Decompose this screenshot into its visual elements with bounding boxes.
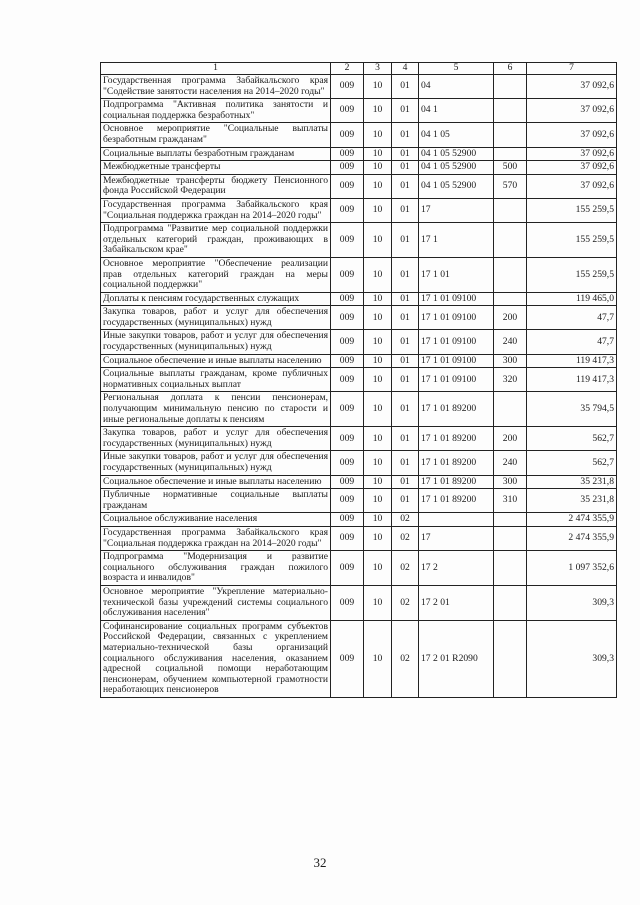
amount: 309,3 [527,585,617,620]
section-code: 10 [364,526,392,550]
expense-type-code: 500 [494,161,527,175]
section-code: 10 [364,620,392,697]
row-name: Основное мероприятие "Укрепление материально-технической базы учреждений системы социального обслуживания населения" [101,585,331,620]
header-cell: 4 [392,63,419,75]
section-code: 10 [364,368,392,392]
subsection-code: 01 [392,330,419,354]
subsection-code: 01 [392,392,419,427]
table-row [101,513,617,527]
section-code: 10 [364,174,392,198]
table-row [101,198,617,222]
expense-type-code: 310 [494,489,527,513]
table-row [101,551,617,586]
amount: 47,7 [527,306,617,330]
row-name: Публичные нормативные социальные выплаты гражданам [101,489,331,513]
amount: 35 231,8 [527,475,617,489]
amount: 155 259,5 [527,257,617,292]
table-row [101,223,617,258]
header-row [101,63,617,75]
expense-type-code [494,198,527,222]
section-code: 10 [364,123,392,147]
subsection-code: 01 [392,147,419,161]
target-article-code: 17 [419,198,494,222]
header-cell: 6 [494,63,527,75]
header-cell: 2 [331,63,364,75]
expense-type-code: 200 [494,306,527,330]
subsection-code: 01 [392,475,419,489]
target-article-code: 17 [419,526,494,550]
amount: 35 231,8 [527,489,617,513]
amount: 2 474 355,9 [527,526,617,550]
amount: 37 092,6 [527,161,617,175]
amount: 37 092,6 [527,75,617,99]
row-name: Государственная программа Забайкальского края "Социальная поддержка граждан на 2014–2020 годы" [101,198,331,222]
table-row [101,75,617,99]
expense-type-code [494,292,527,306]
amount: 119 465,0 [527,292,617,306]
expense-type-code: 320 [494,368,527,392]
ministry-code: 009 [331,513,364,527]
target-article-code: 04 1 05 [419,123,494,147]
section-code: 10 [364,99,392,123]
section-code: 10 [364,585,392,620]
section-code: 10 [364,198,392,222]
subsection-code: 01 [392,123,419,147]
table-row [101,489,617,513]
ministry-code: 009 [331,147,364,161]
header-cell: 7 [527,63,617,75]
subsection-code: 01 [392,292,419,306]
ministry-code: 009 [331,257,364,292]
expense-type-code [494,551,527,586]
section-code: 10 [364,475,392,489]
ministry-code: 009 [331,354,364,368]
row-name: Межбюджетные трансферты бюджету Пенсионного фонда Российской Федерации [101,174,331,198]
subsection-code: 01 [392,354,419,368]
target-article-code: 17 2 01 [419,585,494,620]
amount: 309,3 [527,620,617,697]
ministry-code: 009 [331,223,364,258]
budget-table [100,62,617,698]
expense-type-code [494,257,527,292]
amount: 37 092,6 [527,123,617,147]
target-article-code: 17 1 01 89200 [419,451,494,475]
row-name: Государственная программа Забайкальского края "Социальная поддержка граждан на 2014–2020 годы" [101,526,331,550]
table-row [101,475,617,489]
table-row [101,257,617,292]
ministry-code: 009 [331,392,364,427]
table-row [101,451,617,475]
expense-type-code [494,620,527,697]
expense-type-code: 300 [494,475,527,489]
ministry-code: 009 [331,99,364,123]
target-article-code: 17 1 01 89200 [419,392,494,427]
amount: 155 259,5 [527,223,617,258]
table-row [101,368,617,392]
amount: 47,7 [527,330,617,354]
ministry-code: 009 [331,306,364,330]
subsection-code: 01 [392,99,419,123]
ministry-code: 009 [331,551,364,586]
section-code: 10 [364,306,392,330]
expense-type-code [494,585,527,620]
target-article-code: 17 1 01 89200 [419,489,494,513]
ministry-code: 009 [331,427,364,451]
amount: 119 417,3 [527,368,617,392]
section-code: 10 [364,147,392,161]
subsection-code: 01 [392,75,419,99]
row-name: Подпрограмма "Модернизация и развитие социального обслуживания граждан пожилого возраста и инвалидов" [101,551,331,586]
section-code: 10 [364,75,392,99]
section-code: 10 [364,551,392,586]
expense-type-code [494,526,527,550]
amount: 119 417,3 [527,354,617,368]
table-row [101,306,617,330]
expense-type-code [494,147,527,161]
subsection-code: 01 [392,223,419,258]
expense-type-code [494,99,527,123]
section-code: 10 [364,330,392,354]
target-article-code: 04 1 05 52900 [419,161,494,175]
subsection-code: 01 [392,174,419,198]
amount: 2 474 355,9 [527,513,617,527]
row-name: Подпрограмма "Активная политика занятости и социальная поддержка безработных" [101,99,331,123]
amount: 562,7 [527,451,617,475]
section-code: 10 [364,223,392,258]
section-code: 10 [364,513,392,527]
row-name: Региональная доплата к пенсии пенсионерам, получающим минимальную пенсию по старости и иные региональные доплаты к пенсиям [101,392,331,427]
subsection-code: 01 [392,451,419,475]
row-name: Доплаты к пенсиям государственных служащих [101,292,331,306]
subsection-code: 01 [392,368,419,392]
subsection-code: 01 [392,489,419,513]
section-code: 10 [364,451,392,475]
amount: 37 092,6 [527,99,617,123]
target-article-code: 04 1 05 52900 [419,147,494,161]
row-name: Подпрограмма "Развитие мер социальной поддержки отдельных категорий граждан, проживающих в Забайкальском крае" [101,223,331,258]
amount: 37 092,6 [527,174,617,198]
ministry-code: 009 [331,475,364,489]
target-article-code: 17 1 01 09100 [419,306,494,330]
row-name: Социальное обслуживание населения [101,513,331,527]
row-name: Иные закупки товаров, работ и услуг для обеспечения государственных (муниципальных) нужд [101,330,331,354]
expense-type-code: 200 [494,427,527,451]
subsection-code: 01 [392,306,419,330]
table-row [101,174,617,198]
row-name: Закупка товаров, работ и услуг для обеспечения государственных (муниципальных) нужд [101,306,331,330]
ministry-code: 009 [331,198,364,222]
target-article-code: 17 2 01 R2090 [419,620,494,697]
target-article-code: 17 2 [419,551,494,586]
target-article-code: 17 1 01 09100 [419,368,494,392]
row-name: Иные закупки товаров, работ и услуг для обеспечения государственных (муниципальных) нужд [101,451,331,475]
table-row [101,123,617,147]
subsection-code: 02 [392,526,419,550]
row-name: Государственная программа Забайкальского края "Содействие занятости населения на 2014–2020 годы" [101,75,331,99]
ministry-code: 009 [331,489,364,513]
section-code: 10 [364,161,392,175]
target-article-code: 17 1 01 89200 [419,427,494,451]
target-article-code: 17 1 01 09100 [419,330,494,354]
target-article-code: 17 1 [419,223,494,258]
target-article-code [419,513,494,527]
header-cell: 1 [101,63,331,75]
row-name: Межбюджетные трансферты [101,161,331,175]
subsection-code: 02 [392,585,419,620]
table-row [101,147,617,161]
ministry-code: 009 [331,368,364,392]
table-row [101,392,617,427]
section-code: 10 [364,489,392,513]
row-name: Социальные выплаты гражданам, кроме публичных нормативных социальных выплат [101,368,331,392]
section-code: 10 [364,257,392,292]
ministry-code: 009 [331,123,364,147]
row-name: Социальные выплаты безработным гражданам [101,147,331,161]
ministry-code: 009 [331,585,364,620]
target-article-code: 17 1 01 09100 [419,292,494,306]
target-article-code: 17 1 01 [419,257,494,292]
expense-type-code [494,392,527,427]
row-name: Социальное обеспечение и иные выплаты населению [101,354,331,368]
subsection-code: 02 [392,620,419,697]
ministry-code: 009 [331,330,364,354]
section-code: 10 [364,354,392,368]
ministry-code: 009 [331,292,364,306]
expense-type-code [494,123,527,147]
ministry-code: 009 [331,174,364,198]
amount: 1 097 352,6 [527,551,617,586]
table-row [101,526,617,550]
amount: 35 794,5 [527,392,617,427]
table-row [101,354,617,368]
table-row [101,330,617,354]
expense-type-code: 300 [494,354,527,368]
ministry-code: 009 [331,526,364,550]
table-row [101,99,617,123]
amount: 562,7 [527,427,617,451]
expense-type-code [494,75,527,99]
amount: 155 259,5 [527,198,617,222]
subsection-code: 01 [392,427,419,451]
target-article-code: 04 [419,75,494,99]
row-name: Софинансирование социальных программ субъектов Российской Федерации, связанных с укреплением материально-технической базы организаций социального обслуживания населения, оказанием адресной социальной помощи неработающим пенсионерам, обучением компьютерной грамотности неработающих пенсионеров [101,620,331,697]
target-article-code: 04 1 [419,99,494,123]
table-row [101,585,617,620]
table-row [101,161,617,175]
subsection-code: 02 [392,513,419,527]
row-name: Социальное обеспечение и иные выплаты населению [101,475,331,489]
header-cell: 3 [364,63,392,75]
subsection-code: 01 [392,257,419,292]
amount: 37 092,6 [527,147,617,161]
subsection-code: 01 [392,161,419,175]
ministry-code: 009 [331,620,364,697]
target-article-code: 17 1 01 89200 [419,475,494,489]
target-article-code: 04 1 05 52900 [419,174,494,198]
section-code: 10 [364,292,392,306]
expense-type-code: 240 [494,330,527,354]
section-code: 10 [364,427,392,451]
expense-type-code [494,223,527,258]
row-name: Основное мероприятие "Обеспечение реализации прав отдельных категорий граждан на меры социальной поддержки" [101,257,331,292]
table-row [101,620,617,697]
row-name: Закупка товаров, работ и услуг для обеспечения государственных (муниципальных) нужд [101,427,331,451]
table-row [101,427,617,451]
expense-type-code: 240 [494,451,527,475]
page-number: 32 [313,855,327,870]
target-article-code: 17 1 01 09100 [419,354,494,368]
expense-type-code: 570 [494,174,527,198]
expense-type-code [494,513,527,527]
header-cell: 5 [419,63,494,75]
table-row [101,292,617,306]
ministry-code: 009 [331,75,364,99]
row-name: Основное мероприятие "Социальные выплаты безработным гражданам" [101,123,331,147]
subsection-code: 02 [392,551,419,586]
section-code: 10 [364,392,392,427]
ministry-code: 009 [331,451,364,475]
subsection-code: 01 [392,198,419,222]
ministry-code: 009 [331,161,364,175]
